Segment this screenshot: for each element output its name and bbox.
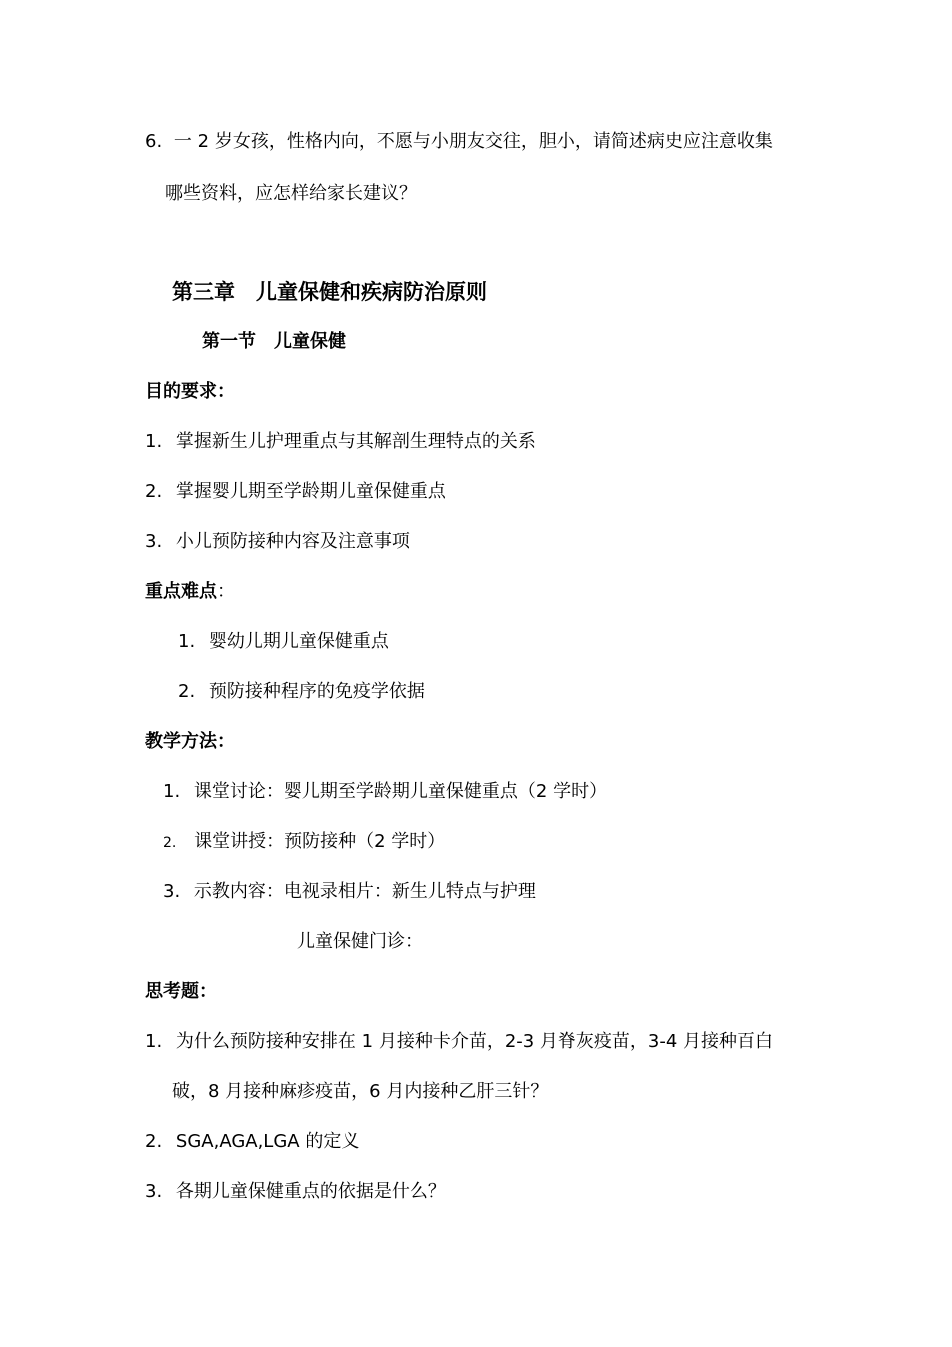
objective-item-3 — [145, 530, 410, 554]
question-text-1: 为什么预防接种安排在 1 月接种卡介苗，2-3 月脊灰疫苗，3-4 月接种百白 — [175, 1031, 774, 1052]
objective-item-2 — [145, 480, 446, 504]
objective-text-3: 小儿预防接种内容及注意事项 — [175, 531, 410, 552]
question-number-3: 3. — [145, 1181, 163, 1202]
key-point-item-2 — [178, 680, 425, 704]
method-text-1: 课堂讨论：婴儿期至学龄期儿童保健重点（2 学时） — [193, 781, 608, 802]
method-number-1: 1. — [163, 781, 181, 802]
method-item-1 — [163, 780, 607, 804]
method-item-3 — [163, 880, 536, 904]
question-item-2 — [145, 1130, 359, 1154]
question-item-1-line-1 — [145, 1030, 773, 1054]
key-points-heading-line — [145, 580, 235, 604]
section-title: 第一节 儿童保健 — [202, 331, 346, 352]
question-6-text: 一 2 岁女孩，性格内向，不愿与小朋友交往，胆小，请简述病史应注意收集 — [173, 131, 773, 152]
method-number-2: 2. — [163, 835, 177, 851]
question-6-line-2: 哪些资料，应怎样给家长建议？ — [165, 183, 417, 204]
key-points-colon: ： — [217, 581, 235, 602]
key-point-number-1: 1. — [178, 631, 196, 652]
objectives-heading: 目的要求： — [145, 381, 235, 402]
key-point-text-2: 预防接种程序的免疫学依据 — [208, 681, 425, 702]
method-text-2: 课堂讲授：预防接种（2 学时） — [194, 831, 446, 852]
question-item-1-line-2: 破，8 月接种麻疹疫苗，6 月内接种乙肝三针？ — [172, 1081, 549, 1102]
objective-item-1 — [145, 430, 536, 454]
method-continuation: 儿童保健门诊： — [297, 931, 423, 952]
questions-heading: 思考题： — [145, 981, 217, 1002]
method-item-2 — [163, 830, 445, 855]
objective-text-1: 掌握新生儿护理重点与其解剖生理特点的关系 — [175, 431, 536, 452]
key-point-text-1: 婴幼儿期儿童保健重点 — [208, 631, 389, 652]
question-number-1: 1. — [145, 1031, 163, 1052]
key-point-item-1 — [178, 630, 389, 654]
question-number-2: 2. — [145, 1131, 163, 1152]
question-item-3 — [145, 1180, 446, 1204]
question-6-line-1 — [145, 130, 773, 154]
objective-number-2: 2. — [145, 481, 163, 502]
objective-number-1: 1. — [145, 431, 163, 452]
methods-heading: 教学方法： — [145, 731, 235, 752]
question-text-3: 各期儿童保健重点的依据是什么？ — [175, 1181, 446, 1202]
method-number-3: 3. — [163, 881, 181, 902]
key-point-number-2: 2. — [178, 681, 196, 702]
question-6-number: 6. — [145, 131, 163, 152]
method-text-3: 示教内容：电视录相片：新生儿特点与护理 — [193, 881, 536, 902]
key-points-heading: 重点难点 — [145, 581, 217, 602]
objective-text-2: 掌握婴儿期至学龄期儿童保健重点 — [175, 481, 446, 502]
objective-number-3: 3. — [145, 531, 163, 552]
chapter-title: 第三章 儿童保健和疾病防治原则 — [172, 280, 487, 304]
question-text-2: SGA,AGA,LGA 的定义 — [175, 1131, 360, 1152]
